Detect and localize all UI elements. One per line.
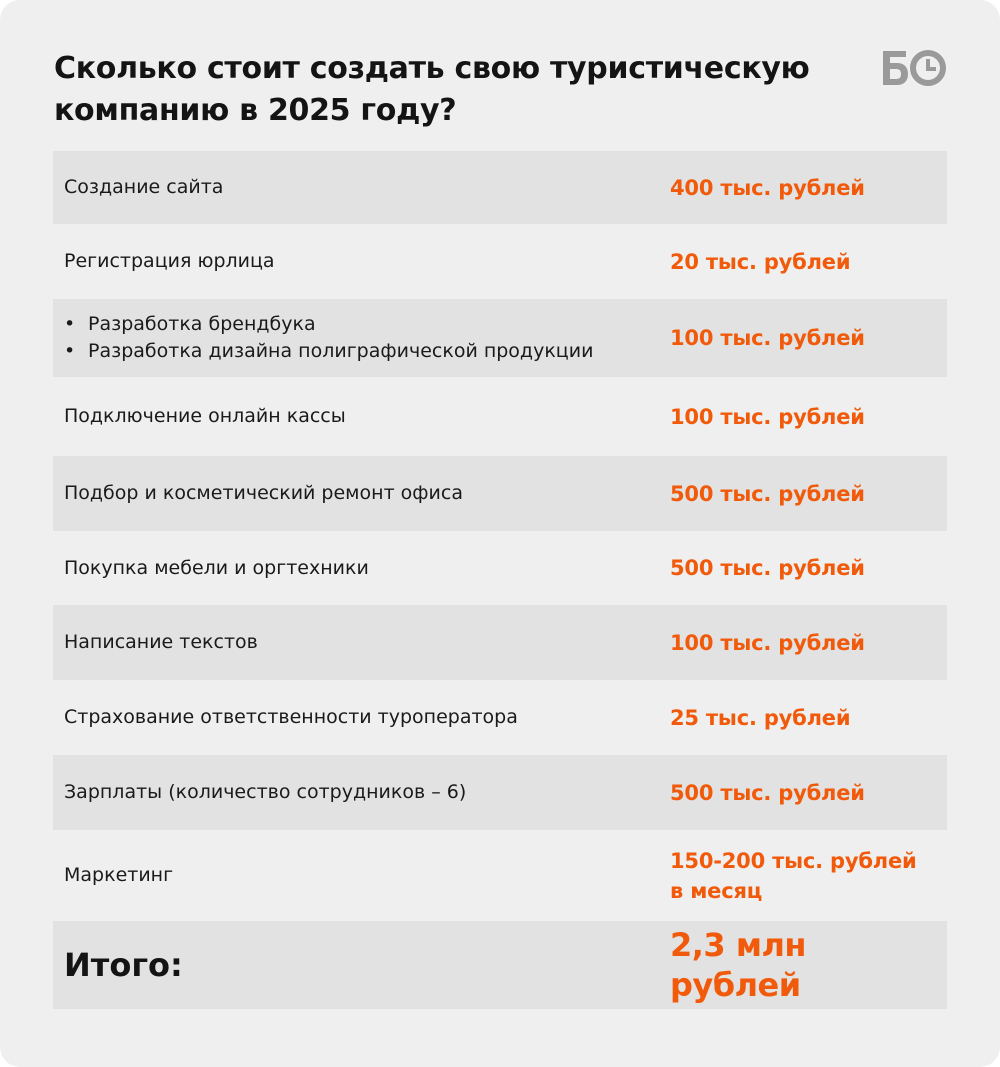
cost-item-label: Покупка мебели и оргтехники: [64, 556, 369, 579]
cost-item-value: 25 тыс. рублей: [670, 705, 851, 730]
cost-item-label: [53, 311, 670, 365]
page-title: Сколько стоит создать свою туристическую компанию в 2025 году?: [54, 51, 810, 128]
table-row: [53, 224, 947, 299]
table-row: [53, 299, 947, 377]
cost-item-value: 20 тыс. рублей: [670, 249, 851, 274]
cost-item-label: Маркетинг: [64, 864, 174, 886]
table-row: [53, 755, 947, 830]
cost-table: [53, 151, 947, 1009]
cost-item-value: 100 тыс. рублей: [670, 630, 865, 655]
total-label: Итого:: [64, 946, 183, 984]
table-row: [53, 830, 947, 921]
cost-item-label: Написание текстов: [64, 631, 258, 653]
cost-item-value: 100 тыс. рублей: [670, 404, 865, 429]
cost-value-line: 150-200 тыс. рублей: [670, 848, 917, 873]
cost-value-line: в месяц: [670, 878, 763, 903]
cost-item-label: Создание сайта: [64, 176, 224, 198]
cost-item-value: [670, 846, 947, 906]
bullet-list: [64, 311, 670, 365]
table-row: [53, 531, 947, 605]
bo-clock-logo-icon: [880, 48, 948, 88]
cost-item-label: Подключение онлайн кассы: [64, 405, 346, 427]
cost-item-value: 500 тыс. рублей: [670, 481, 865, 506]
table-row: [53, 151, 947, 224]
bullet-item: • Разработка брендбука: [64, 311, 670, 338]
table-row: [53, 456, 947, 531]
cost-item-value: 500 тыс. рублей: [670, 556, 865, 580]
cost-item-value: 400 тыс. рублей: [670, 175, 865, 200]
bullet-item: • Разработка дизайна полиграфической продукции: [64, 338, 670, 365]
cost-item-value: 500 тыс. рублей: [670, 780, 865, 805]
total-value: 2,3 млн рублей: [670, 926, 807, 1004]
cost-item-label: Регистрация юрлица: [64, 250, 275, 272]
total-row: [53, 921, 947, 1009]
cost-item-label: Страхование ответственности туроператора: [64, 706, 518, 728]
table-row: [53, 605, 947, 680]
table-row: [53, 680, 947, 755]
cost-item-value: 100 тыс. рублей: [670, 326, 865, 350]
table-row: [53, 377, 947, 456]
cost-item-label: Зарплаты (количество сотрудников – 6): [64, 781, 467, 803]
cost-item-label: Подбор и косметический ремонт офиса: [64, 482, 463, 504]
